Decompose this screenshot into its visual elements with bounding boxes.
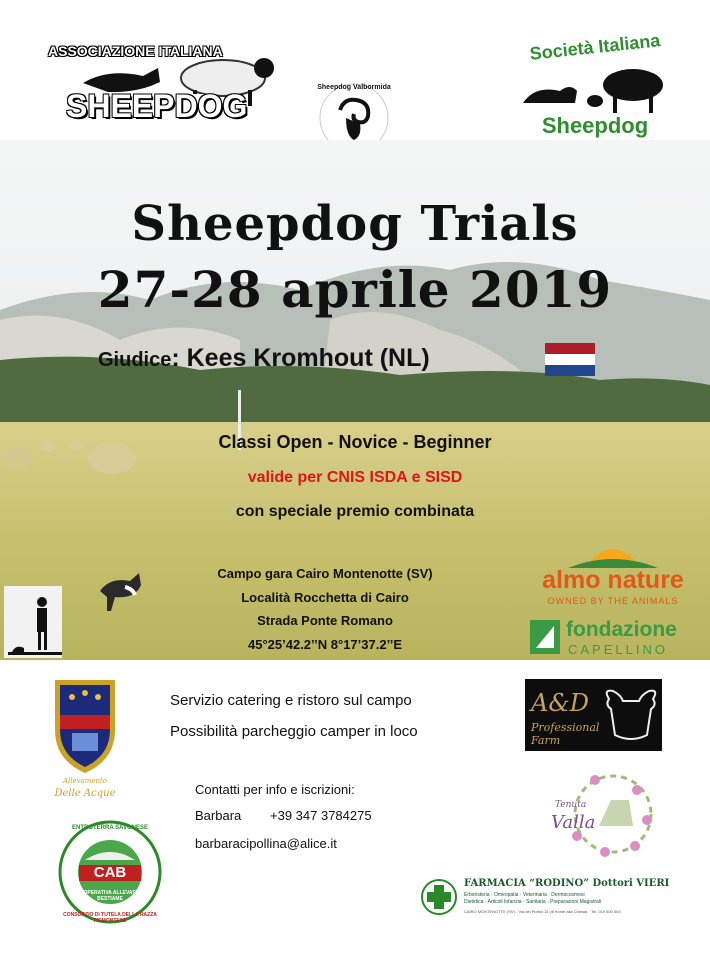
netherlands-flag-icon <box>545 343 595 376</box>
aldq-text2: Delle Acque <box>54 788 116 799</box>
cab-inner: COOPERATIVA ALLEVATORI BESTIAME <box>75 890 145 902</box>
cab-ring-bottom: CONSORZIO DI TUTELA DELLA RAZZA PIEMONTESE <box>63 912 157 924</box>
right-logo-line1: Società Italiana <box>528 30 662 64</box>
pharmacy-cross-icon <box>420 878 458 916</box>
judge-name: : Kees Kromhout (NL) <box>171 344 430 372</box>
almo-sub: OWNED BY THE ANIMALS <box>547 596 679 606</box>
fond-main: fondazione <box>566 618 677 641</box>
fond-sub: CAPELLINO <box>568 642 668 657</box>
valla-text2: Valla <box>551 812 596 833</box>
venue-line1: Campo gara Cairo Montenotte (SV) <box>217 566 433 581</box>
farm-title: FARMACIA “RODINO” Dottori VIERI <box>464 878 670 889</box>
venue-coordinates: 45°25’42.2’’N 8°17’37.2’’E <box>248 637 402 652</box>
logo-societa-italiana-sheepdog <box>515 30 675 140</box>
logo-fondazione-capellino <box>528 616 698 660</box>
judge-line <box>98 344 430 373</box>
dog-photo <box>95 563 145 618</box>
catering-text: Servizio catering e ristoro sul campo <box>170 692 412 709</box>
contact-name: Barbara <box>195 808 242 823</box>
almo-main: almo nature <box>542 566 684 594</box>
venue-line2: Località Rocchetta di Cairo <box>241 590 409 605</box>
contacts-title: Contatti per info e iscrizioni: <box>195 782 355 797</box>
logo-cab <box>55 820 165 925</box>
ad-main: A&D <box>531 689 589 717</box>
title-line2: 27-28 aprile 2019 <box>97 260 613 319</box>
shepherd-silhouette <box>4 586 62 658</box>
center-logo-text: Sheepdog Valbormida <box>317 84 391 91</box>
title-line1: Sheepdog Trials <box>131 196 579 252</box>
contact-email[interactable]: barbaracipollina@alice.it <box>195 836 337 851</box>
logo-line2: SHEEPDOG <box>66 88 248 124</box>
special-prize-text: con speciale premio combinata <box>235 503 475 520</box>
ad-sub: Professional Farm <box>531 721 600 747</box>
logo-allevamento-delle-acque <box>50 675 120 805</box>
farm-sub2: Dietetica · Articoli Infanzia · Sanitaria · Preparazioni Magistrali <box>464 899 601 905</box>
logo-associazione-italiana-sheepdog <box>48 38 288 128</box>
aldq-text1: Allevamento <box>62 777 108 785</box>
shield-icon <box>50 675 120 775</box>
contact-phone[interactable]: +39 347 3784275 <box>270 808 372 823</box>
venue-line3: Strada Ponte Romano <box>257 613 393 628</box>
cab-ring-top: ENTROTERRA SAVONESE <box>71 825 148 831</box>
validity-text: valide per CNIS ISDA e SISD <box>247 469 463 486</box>
farm-sub: Erboristeria · Omeopatia · Veterinaria · Dermocosmesi <box>464 892 585 898</box>
camper-text: Possibilità parcheggio camper in loco <box>170 723 418 740</box>
shepherd-icon <box>4 586 62 658</box>
logo-farmacia-rodino <box>420 876 670 921</box>
dog-sheep-icon <box>515 63 675 118</box>
logo-line1: ASSOCIAZIONE ITALIANA <box>48 43 223 59</box>
cab-main: CAB <box>93 864 127 881</box>
right-logo-line2: Sheepdog <box>541 113 649 138</box>
leaf-icon <box>530 620 560 654</box>
judge-label: Giudice <box>98 349 172 371</box>
valla-text1: Tenuta <box>555 800 587 810</box>
logo-tenuta-valla <box>551 770 655 860</box>
classes-text: Classi Open - Novice - Beginner <box>218 432 492 452</box>
logo-ad-professional-farm <box>525 679 662 751</box>
logo-almo-nature <box>528 532 698 612</box>
dog-icon <box>95 563 145 613</box>
farm-address: CAIRO MONTENOTTE (SV) - Via dei Portici 13 (di fronte alla Chiesa) · Tel. 019 500 503 <box>464 909 621 914</box>
